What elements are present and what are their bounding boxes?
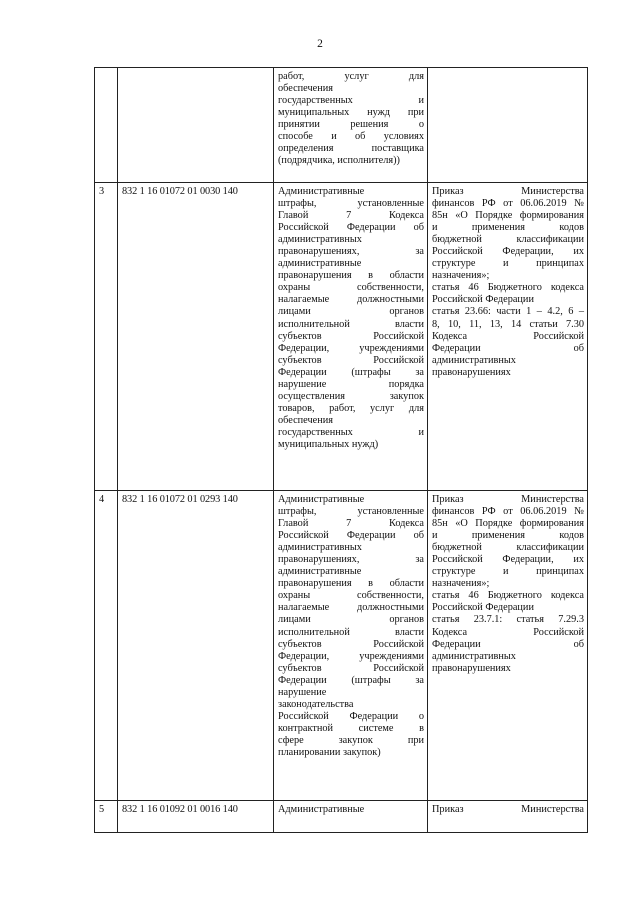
- basis-line: Кодекса Российской: [432, 330, 584, 342]
- description-line: принятии решения о: [278, 119, 424, 131]
- budget-code: 832 1 16 01072 01 0030 140: [118, 183, 274, 491]
- description-line: планировании закупок): [278, 746, 381, 758]
- description-line: товаров, работ, услуг для: [278, 402, 424, 414]
- basis-line: правонарушениях: [432, 366, 511, 378]
- description-line: Федерации (штрафы за: [278, 366, 424, 378]
- basis-line: Российской Федерации, их: [432, 246, 584, 258]
- basis-line: Приказ Министерства: [432, 804, 584, 815]
- description-line: законодательства: [278, 698, 354, 710]
- description-line: обеспечения: [278, 83, 333, 95]
- basis-line: Кодекса Российской: [432, 626, 584, 638]
- description-line: налагаемые должностными: [278, 602, 424, 614]
- description-line: Федерации, учреждениями: [278, 650, 424, 662]
- description-line: лицами органов: [278, 306, 424, 318]
- description-line: охраны собственности,: [278, 282, 424, 294]
- description-line: правонарушения в области: [278, 270, 424, 282]
- description-line: субъектов Российской: [278, 662, 424, 674]
- description-line: штрафы, установленные: [278, 198, 424, 210]
- basis-line: статья 23.66: части 1 – 4.2, 6 –: [432, 306, 584, 318]
- description-line: Главой 7 Кодекса: [278, 210, 424, 222]
- description-line: охраны собственности,: [278, 590, 424, 602]
- description-line: правонарушения в области: [278, 578, 424, 590]
- description-line: нарушение: [278, 686, 327, 698]
- budget-code: [118, 68, 274, 183]
- description-line: административные: [278, 258, 362, 270]
- row-number: 3: [95, 183, 118, 491]
- row-number: 4: [95, 491, 118, 801]
- basis-line: Федерации об: [432, 638, 584, 650]
- basis-line: 8, 10, 11, 13, 14 статьи 7.30: [432, 318, 584, 330]
- description-line: налагаемые должностными: [278, 294, 424, 306]
- basis-line: финансов РФ от 06.06.2019 №: [432, 198, 584, 210]
- description-line: муниципальных нужд): [278, 438, 379, 450]
- basis-line: Приказ Министерства: [432, 494, 584, 505]
- basis-line: назначения»;: [432, 578, 490, 590]
- basis-line: Приказ Министерства: [432, 186, 584, 197]
- basis-line: статья 23.7.1: статья 7.29.3: [432, 614, 584, 626]
- basis-line: и применения кодов: [432, 530, 584, 542]
- basis-line: бюджетной классификации: [432, 542, 584, 554]
- basis-line: 85н «О Порядке формирования: [432, 210, 584, 222]
- description-line: определения поставщика: [278, 143, 424, 155]
- description-line: Административные: [278, 494, 365, 505]
- description-line: Главой 7 Кодекса: [278, 518, 424, 530]
- budget-code: 832 1 16 01072 01 0293 140: [118, 491, 274, 801]
- legal-basis: [428, 183, 588, 491]
- basis-line: Российской Федерации, их: [432, 554, 584, 566]
- description-line: субъектов Российской: [278, 330, 424, 342]
- table-row: [95, 68, 588, 183]
- description-line: Российской Федерации о: [278, 710, 424, 722]
- description-line: исполнительной власти: [278, 626, 424, 638]
- legal-basis: [428, 801, 588, 833]
- table-row: [95, 491, 588, 801]
- description-line: правонарушениях, за: [278, 554, 424, 566]
- basis-line: и применения кодов: [432, 222, 584, 234]
- description-line: субъектов Российской: [278, 354, 424, 366]
- description-line: контрактной системе в: [278, 722, 424, 734]
- revenue-description: [274, 68, 428, 183]
- description-line: осуществления закупок: [278, 390, 424, 402]
- table-row: [95, 183, 588, 491]
- basis-line: административных: [432, 354, 516, 366]
- description-line: лицами органов: [278, 614, 424, 626]
- description-line: субъектов Российской: [278, 638, 424, 650]
- basis-line: бюджетной классификации: [432, 234, 584, 246]
- basis-line: Российской Федерации: [432, 602, 534, 614]
- description-line: административных: [278, 234, 362, 246]
- description-line: Административные: [278, 186, 365, 197]
- basis-line: назначения»;: [432, 270, 490, 282]
- legal-basis: [428, 491, 588, 801]
- description-line: исполнительной власти: [278, 318, 424, 330]
- description-line: муниципальных нужд при: [278, 107, 424, 119]
- legal-basis: [428, 68, 588, 183]
- revenue-description: [274, 183, 428, 491]
- description-line: Федерации, учреждениями: [278, 342, 424, 354]
- description-line: государственных и: [278, 426, 424, 438]
- description-line: (подрядчика, исполнителя)): [278, 155, 400, 167]
- basis-line: структуре и принципах: [432, 566, 584, 578]
- description-line: административных: [278, 542, 362, 554]
- description-line: способе и об условиях: [278, 131, 424, 143]
- description-line: работ, услуг для: [278, 71, 424, 82]
- basis-line: 85н «О Порядке формирования: [432, 518, 584, 530]
- table-row: [95, 801, 588, 833]
- description-line: административные: [278, 566, 362, 578]
- description-line: штрафы, установленные: [278, 506, 424, 518]
- revenue-description: [274, 491, 428, 801]
- basis-line: административных: [432, 650, 516, 662]
- description-line: нарушение порядка: [278, 378, 424, 390]
- row-number: [95, 68, 118, 183]
- description-line: Федерации (штрафы за: [278, 674, 424, 686]
- basis-line: Российской Федерации: [432, 294, 534, 306]
- basis-line: правонарушениях: [432, 662, 511, 674]
- page-number: 2: [317, 38, 323, 50]
- basis-line: структуре и принципах: [432, 258, 584, 270]
- description-line: обеспечения: [278, 414, 333, 426]
- description-line: Российской Федерации об: [278, 222, 424, 234]
- basis-line: статья 46 Бюджетного кодекса: [432, 590, 584, 602]
- basis-line: Федерации об: [432, 342, 584, 354]
- description-line: государственных и: [278, 95, 424, 107]
- budget-code: 832 1 16 01092 01 0016 140: [118, 801, 274, 833]
- row-number: 5: [95, 801, 118, 833]
- revenue-description: [274, 801, 428, 833]
- basis-line: финансов РФ от 06.06.2019 №: [432, 506, 584, 518]
- description-line: правонарушениях, за: [278, 246, 424, 258]
- description-line: Российской Федерации об: [278, 530, 424, 542]
- budget-codes-table: [94, 67, 588, 833]
- description-line: Административные: [278, 804, 365, 815]
- description-line: сфере закупок при: [278, 734, 424, 746]
- basis-line: статья 46 Бюджетного кодекса: [432, 282, 584, 294]
